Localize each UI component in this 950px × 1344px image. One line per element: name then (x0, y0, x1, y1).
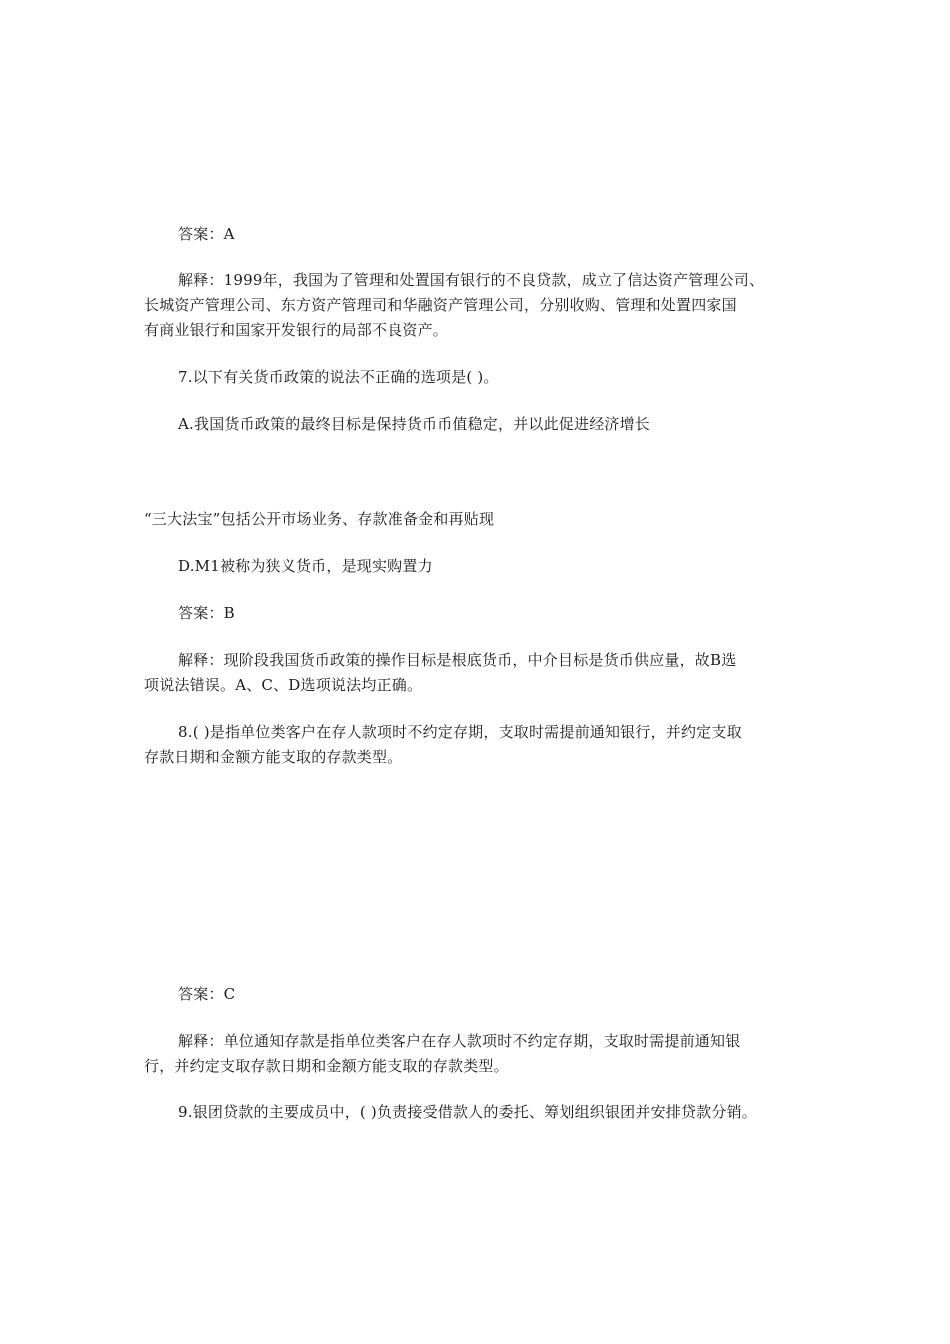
answer-6-text: 答案：A (178, 225, 235, 243)
explanation-6-line-3: 有商业银行和国家开发银行的局部不良资产。 (144, 321, 449, 339)
question-8-line-1: 8.( )是指单位类客户在存人款项时不约定存期，支取时需提前通知银行，并约定支取 (178, 723, 742, 741)
answer-7 (144, 601, 824, 626)
question-9-text: 9.银团贷款的主要成员中，( )负责接受借款人的委托、筹划组织银团并安排贷款分销。 (178, 1103, 757, 1121)
question-7-text: 7.以下有关货币政策的说法不正确的选项是( )。 (178, 368, 499, 386)
explanation-8-line-2: 行，并约定支取存款日期和金额方能支取的存款类型。 (144, 1057, 509, 1075)
answer-7-text: 答案：B (178, 604, 235, 622)
explanation-8-line-1: 解释：单位通知存款是指单位类客户在存人款项时不约定存期，支取时需提前通知银 (178, 1032, 741, 1050)
option-d-text: D.M1被称为狭义货币，是现实购置力 (178, 557, 433, 575)
question-9 (144, 1100, 824, 1125)
explanation-6-line-1: 解释：1999年，我国为了管理和处置国有银行的不良贷款，成立了信达资产管理公司、 (178, 271, 765, 289)
explanation-6-line-2: 长城资产管理公司、东方资产管理司和华融资产管理公司，分别收购、管理和处置四家国 (144, 296, 737, 314)
explanation-7-line-2: 项说法错误。A、C、D选项说法均正确。 (144, 676, 423, 694)
explanation-7 (144, 648, 824, 698)
explanation-7-line-1: 解释：现阶段我国货币政策的操作目标是根底货币，中介目标是货币供应量，故B选 (178, 651, 737, 669)
explanation-6 (144, 268, 824, 343)
question-7-option-a (144, 412, 824, 437)
question-7-fragment (144, 507, 824, 532)
answer-6 (144, 222, 824, 247)
explanation-8 (144, 1029, 824, 1079)
question-7 (144, 365, 824, 390)
fragment-text: “三大法宝”包括公开市场业务、存款准备金和再贴现 (144, 510, 495, 528)
option-a-text: A.我国货币政策的最终目标是保持货币币值稳定，并以此促进经济增长 (178, 415, 651, 433)
answer-8-text: 答案：C (178, 985, 236, 1003)
question-7-option-d (144, 554, 824, 579)
question-8-line-2: 存款日期和金额方能支取的存款类型。 (144, 748, 403, 766)
answer-8 (144, 982, 824, 1007)
question-8 (144, 720, 824, 770)
